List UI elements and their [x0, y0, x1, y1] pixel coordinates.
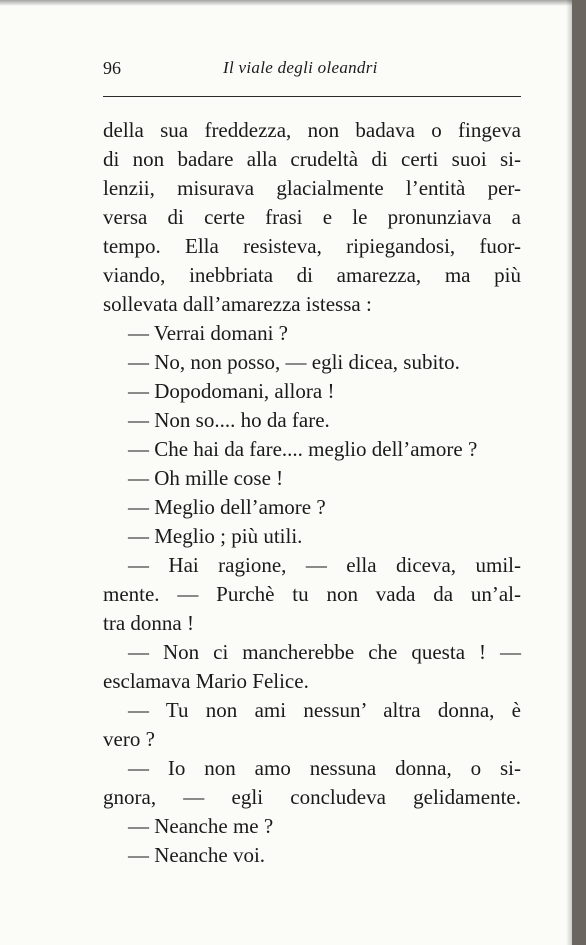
text-line: mente. — Purchè tu non vada da un’al- [103, 582, 521, 606]
text-line: della sua freddezza, non badava o fingeva [103, 118, 521, 142]
dialogue-line: — Neanche me ? [128, 814, 274, 838]
text-line: gnora, — egli concludeva gelidamente. [103, 785, 521, 809]
dialogue-line: — Dopodomani, allora ! [128, 379, 335, 403]
text-line: lenzii, misurava glacialmente l’entità per- [103, 176, 521, 200]
text-line: tempo. Ella resisteva, ripiegandosi, fuor- [103, 234, 521, 258]
dialogue-line: — Non so.... ho da fare. [128, 408, 330, 432]
text-line: esclamava Mario Felice. [103, 669, 309, 693]
text-line: di non badare alla crudeltà di certi suoi si- [103, 147, 521, 171]
text-line: tra donna ! [103, 611, 194, 635]
dialogue-line: — Meglio dell’amore ? [128, 495, 326, 519]
text-line: sollevata dall’amarezza istessa : [103, 292, 372, 316]
text-line: vero ? [103, 727, 155, 751]
text-line: viando, inebbriata di amarezza, ma più [103, 263, 521, 287]
page-header [103, 58, 521, 88]
dialogue-line: — Io non amo nessuna donna, o si- [128, 756, 521, 780]
dialogue-line: — Non ci mancherebbe che questa ! — [128, 640, 521, 664]
page-number: 96 [103, 58, 121, 78]
dialogue-line: — Hai ragione, — ella diceva, umil- [128, 553, 521, 577]
dialogue-line: — Neanche voi. [128, 843, 266, 867]
dialogue-line: — Oh mille cose ! [128, 466, 284, 490]
dialogue-line: — No, non posso, — egli dicea, subito. [128, 350, 460, 374]
text-line: versa di certe frasi e le pronunziava a [103, 205, 521, 229]
header-rule [103, 96, 521, 98]
dialogue-line: — Meglio ; più utili. [128, 524, 303, 548]
running-title: Il viale degli oleandri [223, 58, 378, 77]
dialogue-line: — Verrai domani ? [128, 321, 288, 345]
dialogue-line: — Tu non ami nessun’ altra donna, è [128, 698, 521, 722]
page-top-edge-shadow [0, 0, 572, 6]
dialogue-line: — Che hai da fare.... meglio dell’amore ? [128, 437, 478, 461]
